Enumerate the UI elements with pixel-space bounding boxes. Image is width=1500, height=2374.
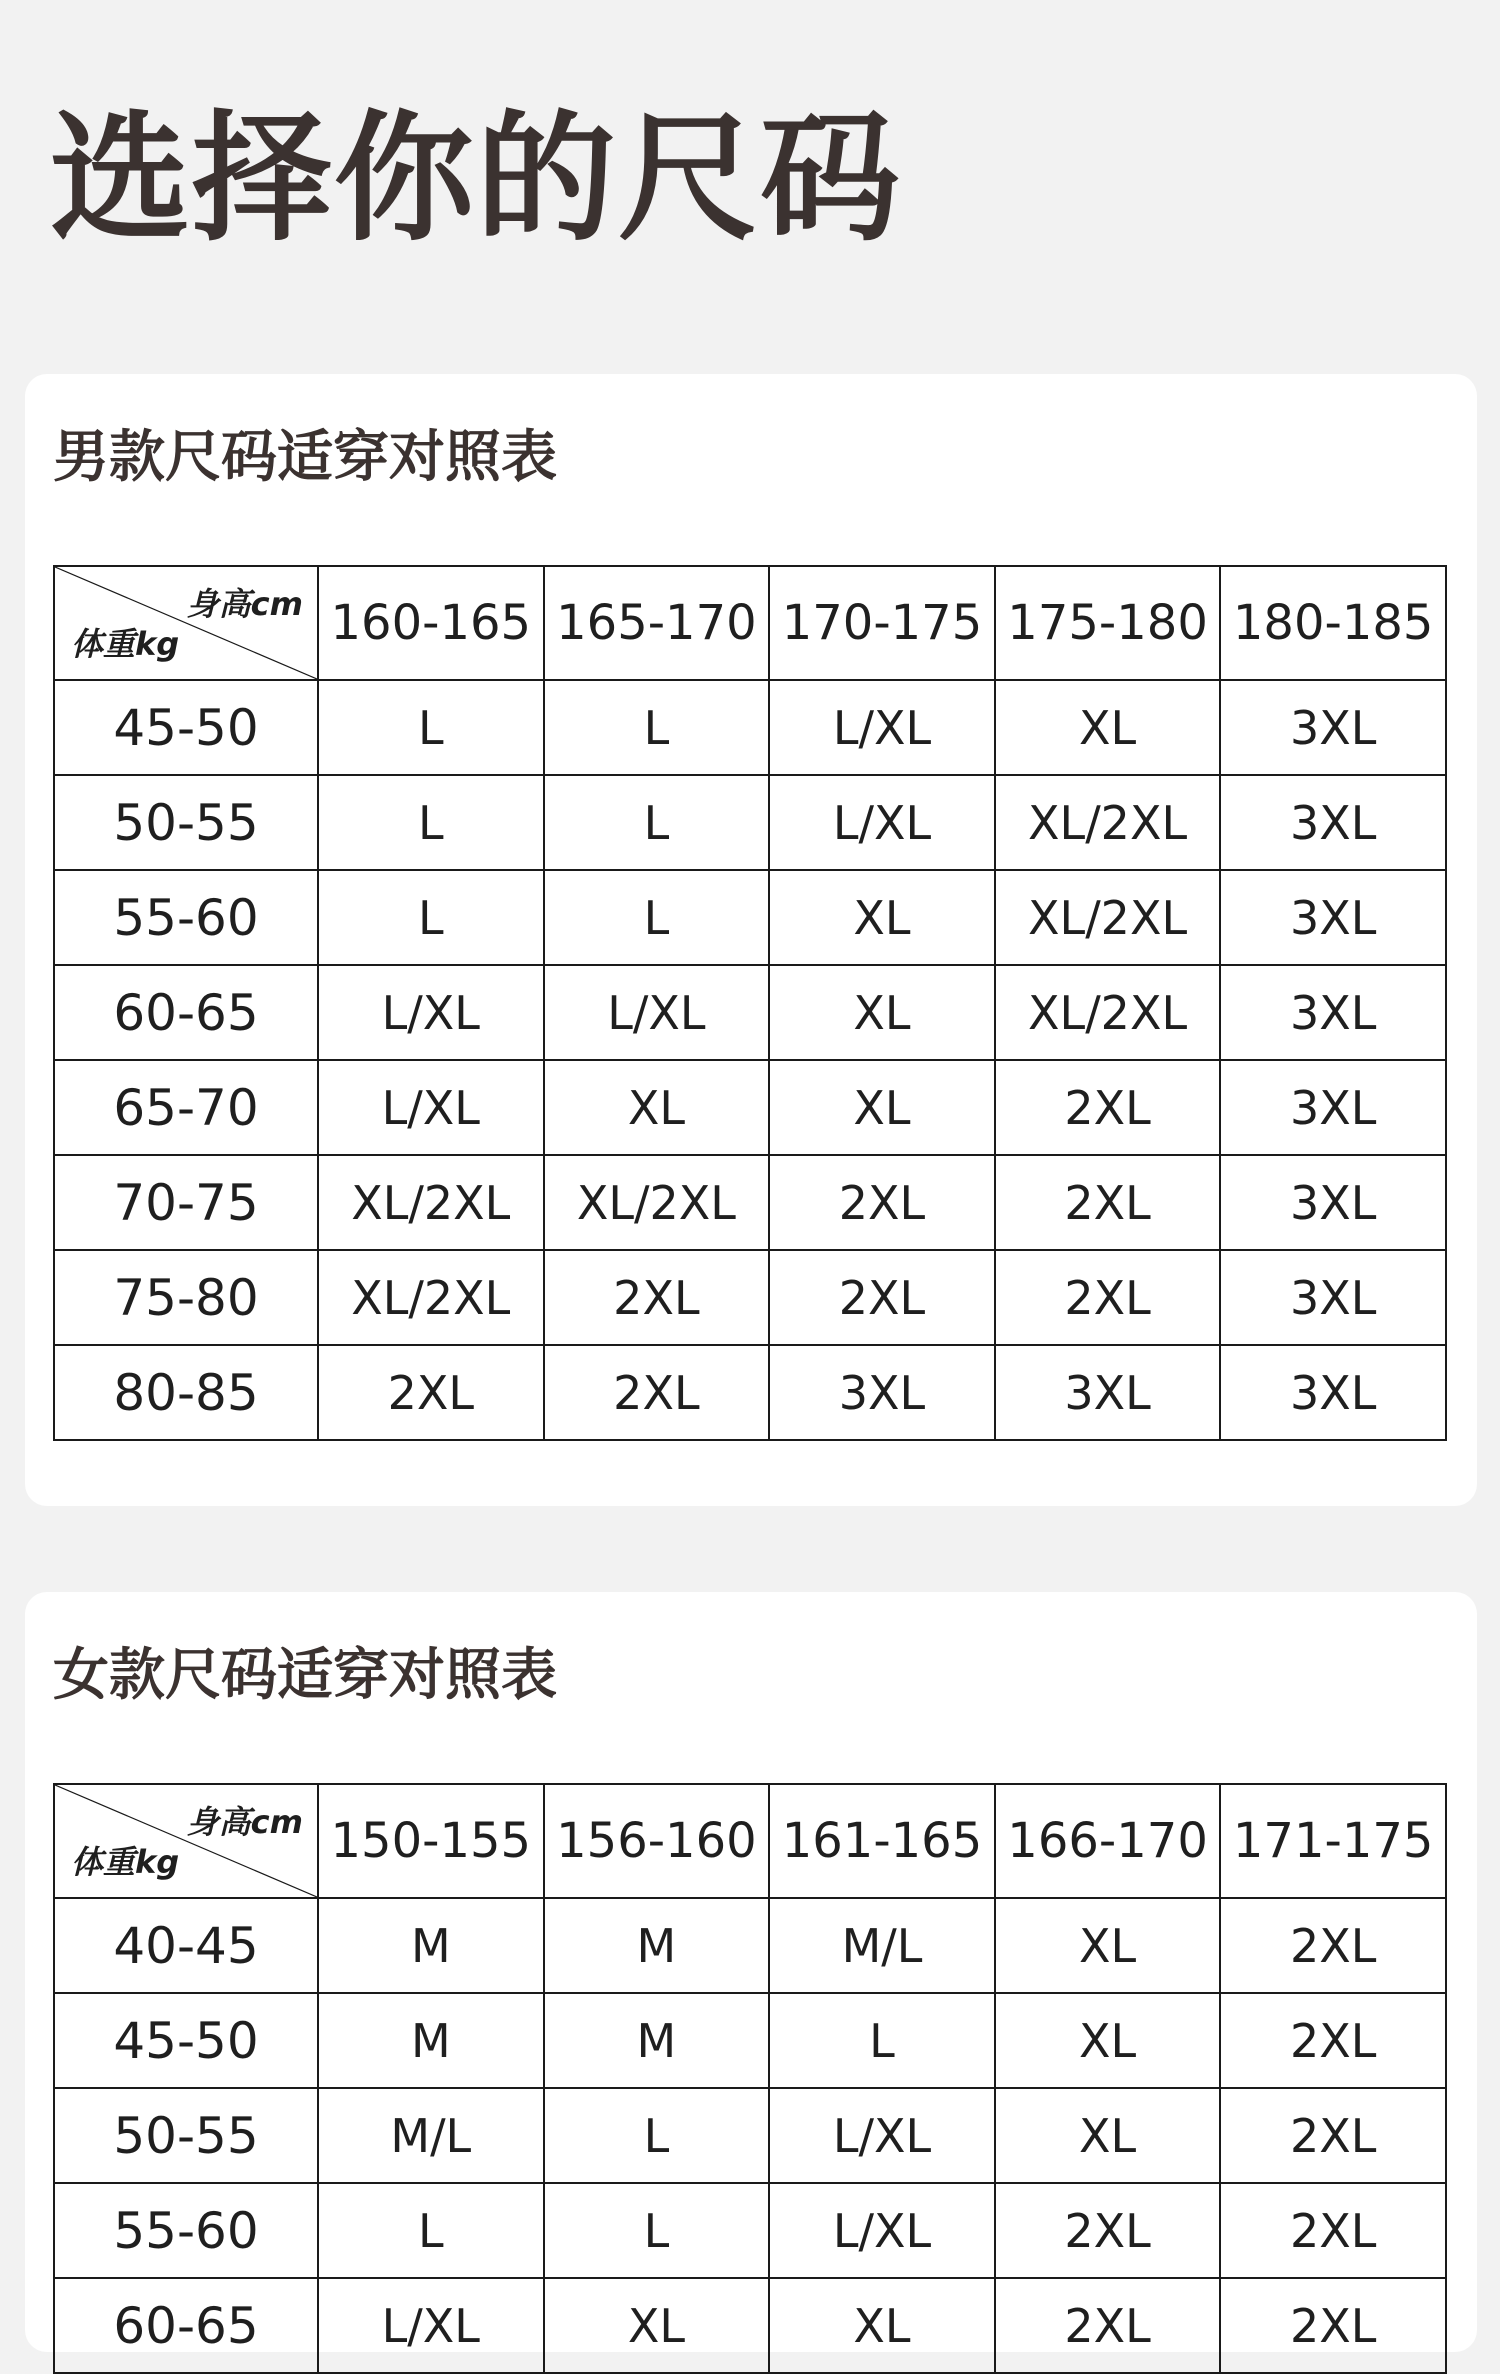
size-cell: 2XL	[318, 1345, 544, 1440]
women-size-card	[25, 1592, 1477, 2355]
size-cell: 3XL	[995, 1345, 1221, 1440]
weight-range-cell: 40-45	[54, 1898, 318, 1993]
height-range-header: 161-165	[769, 1784, 995, 1898]
size-cell: M/L	[769, 1898, 995, 1993]
size-cell: L	[544, 680, 770, 775]
height-range-header: 156-160	[544, 1784, 770, 1898]
size-cell: L/XL	[318, 2278, 544, 2373]
corner-header-cell	[54, 566, 318, 680]
size-cell: 3XL	[1220, 1345, 1446, 1440]
size-cell: 3XL	[769, 1345, 995, 1440]
size-cell: 2XL	[544, 1250, 770, 1345]
size-cell: XL	[995, 1993, 1221, 2088]
weight-range-cell: 65-70	[54, 1060, 318, 1155]
size-cell: 2XL	[1220, 2278, 1446, 2373]
height-axis-label: 身高cm	[186, 1803, 303, 1841]
size-cell: XL/2XL	[318, 1250, 544, 1345]
size-cell: L	[544, 2088, 770, 2183]
size-cell: 3XL	[1220, 1250, 1446, 1345]
size-cell: XL	[544, 1060, 770, 1155]
table-row	[54, 965, 1446, 1060]
men-size-table	[53, 565, 1447, 1441]
weight-range-cell: 55-60	[54, 2183, 318, 2278]
size-cell: L/XL	[769, 2183, 995, 2278]
table-row	[54, 870, 1446, 965]
size-cell: 3XL	[1220, 870, 1446, 965]
table-row	[54, 680, 1446, 775]
size-cell: XL	[995, 2088, 1221, 2183]
size-cell: 2XL	[769, 1155, 995, 1250]
size-cell: XL	[995, 1898, 1221, 1993]
size-cell: L/XL	[769, 775, 995, 870]
size-cell: 3XL	[1220, 680, 1446, 775]
size-cell: L	[318, 870, 544, 965]
size-cell: XL/2XL	[318, 1155, 544, 1250]
height-range-header: 175-180	[995, 566, 1221, 680]
height-range-header: 165-170	[544, 566, 770, 680]
weight-axis-label: 体重kg	[71, 1843, 180, 1881]
size-cell: 2XL	[995, 1060, 1221, 1155]
table-row	[54, 2088, 1446, 2183]
size-cell: 3XL	[1220, 965, 1446, 1060]
table-row	[54, 775, 1446, 870]
size-cell: 2XL	[1220, 2088, 1446, 2183]
women-size-chart-title: 女款尺码适穿对照表	[53, 1643, 557, 1708]
size-cell: 2XL	[995, 1250, 1221, 1345]
size-cell: 2XL	[995, 1155, 1221, 1250]
size-cell: XL/2XL	[995, 775, 1221, 870]
size-cell: XL/2XL	[544, 1155, 770, 1250]
men-size-chart-title: 男款尺码适穿对照表	[53, 425, 557, 490]
size-cell: 3XL	[1220, 775, 1446, 870]
size-cell: 2XL	[769, 1250, 995, 1345]
table-row	[54, 1155, 1446, 1250]
size-cell: XL	[995, 680, 1221, 775]
corner-header-cell	[54, 1784, 318, 1898]
size-cell: L	[544, 870, 770, 965]
size-cell: 2XL	[995, 2183, 1221, 2278]
men-size-card	[25, 374, 1477, 1506]
table-row	[54, 1898, 1446, 1993]
size-cell: XL	[769, 870, 995, 965]
weight-range-cell: 75-80	[54, 1250, 318, 1345]
table-row	[54, 1060, 1446, 1155]
height-range-header: 150-155	[318, 1784, 544, 1898]
table-row	[54, 2278, 1446, 2373]
size-cell: L/XL	[544, 965, 770, 1060]
height-range-header: 180-185	[1220, 566, 1446, 680]
size-cell: 3XL	[1220, 1060, 1446, 1155]
size-cell: L	[769, 1993, 995, 2088]
size-cell: 3XL	[1220, 1155, 1446, 1250]
size-cell: M	[318, 1898, 544, 1993]
size-cell: L	[318, 2183, 544, 2278]
height-range-header: 171-175	[1220, 1784, 1446, 1898]
size-cell: L	[318, 775, 544, 870]
weight-range-cell: 60-65	[54, 965, 318, 1060]
height-range-header: 166-170	[995, 1784, 1221, 1898]
size-cell: L/XL	[318, 965, 544, 1060]
weight-range-cell: 50-55	[54, 2088, 318, 2183]
weight-range-cell: 60-65	[54, 2278, 318, 2373]
size-cell: M	[318, 1993, 544, 2088]
size-cell: XL/2XL	[995, 965, 1221, 1060]
size-cell: M	[544, 1898, 770, 1993]
table-row	[54, 2183, 1446, 2278]
size-cell: L/XL	[769, 680, 995, 775]
weight-range-cell: 70-75	[54, 1155, 318, 1250]
height-axis-label: 身高cm	[186, 585, 303, 623]
size-cell: M/L	[318, 2088, 544, 2183]
weight-axis-label: 体重kg	[71, 625, 180, 663]
header-row	[54, 1784, 1446, 1898]
size-cell: M	[544, 1993, 770, 2088]
size-cell: XL	[769, 965, 995, 1060]
weight-range-cell: 45-50	[54, 680, 318, 775]
size-cell: 2XL	[995, 2278, 1221, 2373]
weight-range-cell: 45-50	[54, 1993, 318, 2088]
table-row	[54, 1345, 1446, 1440]
size-cell: XL	[769, 1060, 995, 1155]
weight-range-cell: 80-85	[54, 1345, 318, 1440]
size-cell: L	[318, 680, 544, 775]
size-cell: XL	[769, 2278, 995, 2373]
size-cell: XL/2XL	[995, 870, 1221, 965]
height-range-header: 170-175	[769, 566, 995, 680]
size-cell: L	[544, 2183, 770, 2278]
table-row	[54, 1250, 1446, 1345]
page-title: 选择你的尺码	[50, 98, 903, 261]
height-range-header: 160-165	[318, 566, 544, 680]
women-size-table	[53, 1783, 1447, 2374]
size-cell: 2XL	[1220, 2183, 1446, 2278]
size-cell: L/XL	[769, 2088, 995, 2183]
size-cell: 2XL	[1220, 1993, 1446, 2088]
size-cell: L/XL	[318, 1060, 544, 1155]
size-cell: 2XL	[544, 1345, 770, 1440]
size-cell: XL	[544, 2278, 770, 2373]
size-cell: L	[544, 775, 770, 870]
size-cell: 2XL	[1220, 1898, 1446, 1993]
header-row	[54, 566, 1446, 680]
table-row	[54, 1993, 1446, 2088]
weight-range-cell: 50-55	[54, 775, 318, 870]
weight-range-cell: 55-60	[54, 870, 318, 965]
